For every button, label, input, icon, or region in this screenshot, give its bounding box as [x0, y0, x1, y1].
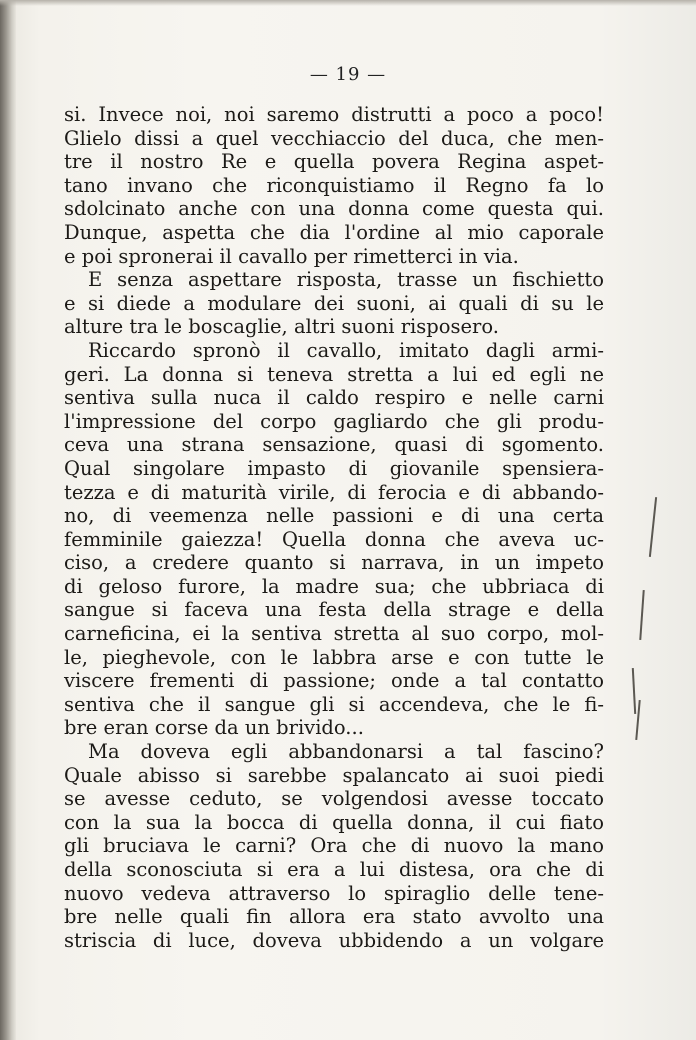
text-line: Riccardo spronò il cavallo, imitato dagli armi-: [88, 338, 604, 362]
text-line: Dunque, aspetta che dia l'ordine al mio caporale: [64, 220, 604, 244]
text-line: bre eran corse da un brivido...: [64, 716, 364, 740]
text-line: Ma doveva egli abbandonarsi a tal fascino?: [88, 740, 604, 764]
text-line: Qual singolare impasto di giovanile spensiera-: [64, 456, 604, 480]
text-line: sangue si faceva una festa della strage e della: [64, 598, 604, 622]
text-line: gli bruciava le carni? Ora che di nuovo la mano: [64, 834, 604, 858]
book-spine-shadow: [0, 0, 16, 1040]
text-line: se avesse ceduto, se volgendosi avesse toccato: [64, 787, 604, 811]
text-line: tezza e di maturità virile, di ferocia e di abbando-: [64, 480, 604, 504]
text-line: ceva una strana sensazione, quasi di sgomento.: [64, 433, 604, 457]
margin-pencil-mark: [635, 700, 640, 740]
text-line: bre nelle quali fin allora era stato avvolto una: [64, 905, 604, 929]
page-number: — 19 —: [309, 64, 387, 85]
text-line: sentiva sulla nuca il caldo respiro e nelle carni: [64, 386, 604, 410]
text-line: alture tra le boscaglie, altri suoni risposero.: [64, 315, 499, 339]
text-line: E senza aspettare risposta, trasse un fischietto: [88, 268, 604, 292]
page-top-edge: [0, 0, 696, 6]
text-line: Quale abisso si sarebbe spalancato ai suoi piedi: [64, 763, 604, 787]
text-line: sentiva che il sangue gli si accendeva, che le fi-: [64, 692, 604, 716]
margin-pencil-mark: [632, 668, 636, 714]
text-line: con la sua la bocca di quella donna, il cui fiato: [64, 810, 604, 834]
text-line: l'impressione del corpo gagliardo che gli produ-: [64, 409, 604, 433]
text-line: le, pieghevole, con le labbra arse e con tutte le: [64, 645, 604, 669]
text-line: e poi spronerai il cavallo per rimetterci in via.: [64, 244, 519, 268]
text-line: femminile gaiezza! Quella donna che aveva uc-: [64, 527, 604, 551]
text-line: viscere frementi di passione; onde a tal contatto: [64, 669, 604, 693]
text-line: sdolcinato anche con una donna come questa qui.: [64, 197, 604, 221]
text-line: carneficina, ei la sentiva stretta al suo corpo, mol-: [64, 622, 604, 646]
text-line: tre il nostro Re e quella povera Regina aspet-: [64, 150, 604, 174]
text-line: e si diede a modulare dei suoni, ai quali di su le: [64, 291, 604, 315]
text-line: tano invano che riconquistiamo il Regno fa lo: [64, 173, 604, 197]
text-line: si. Invece noi, noi saremo distrutti a poco a poco!: [64, 103, 604, 126]
body-text: [64, 103, 604, 952]
text-line: della sconosciuta si era a lui distesa, ora che di: [64, 858, 604, 881]
text-line: striscia di luce, doveva ubbidendo a un volgare: [64, 928, 604, 952]
text-line: nuovo vedeva attraverso lo spiraglio delle tene-: [64, 881, 604, 905]
text-line: Glielo dissi a quel vecchiaccio del duca, che men-: [64, 126, 604, 150]
text-line: di geloso furore, la madre sua; che ubbriaca di: [64, 574, 604, 598]
text-line: geri. La donna si teneva stretta a lui ed egli ne: [64, 362, 604, 386]
margin-pencil-mark: [639, 590, 644, 640]
text-line: ciso, a credere quanto si narrava, in un impeto: [64, 551, 604, 575]
text-line: no, di veemenza nelle passioni e di una certa: [64, 504, 604, 528]
margin-pencil-mark: [649, 497, 657, 557]
